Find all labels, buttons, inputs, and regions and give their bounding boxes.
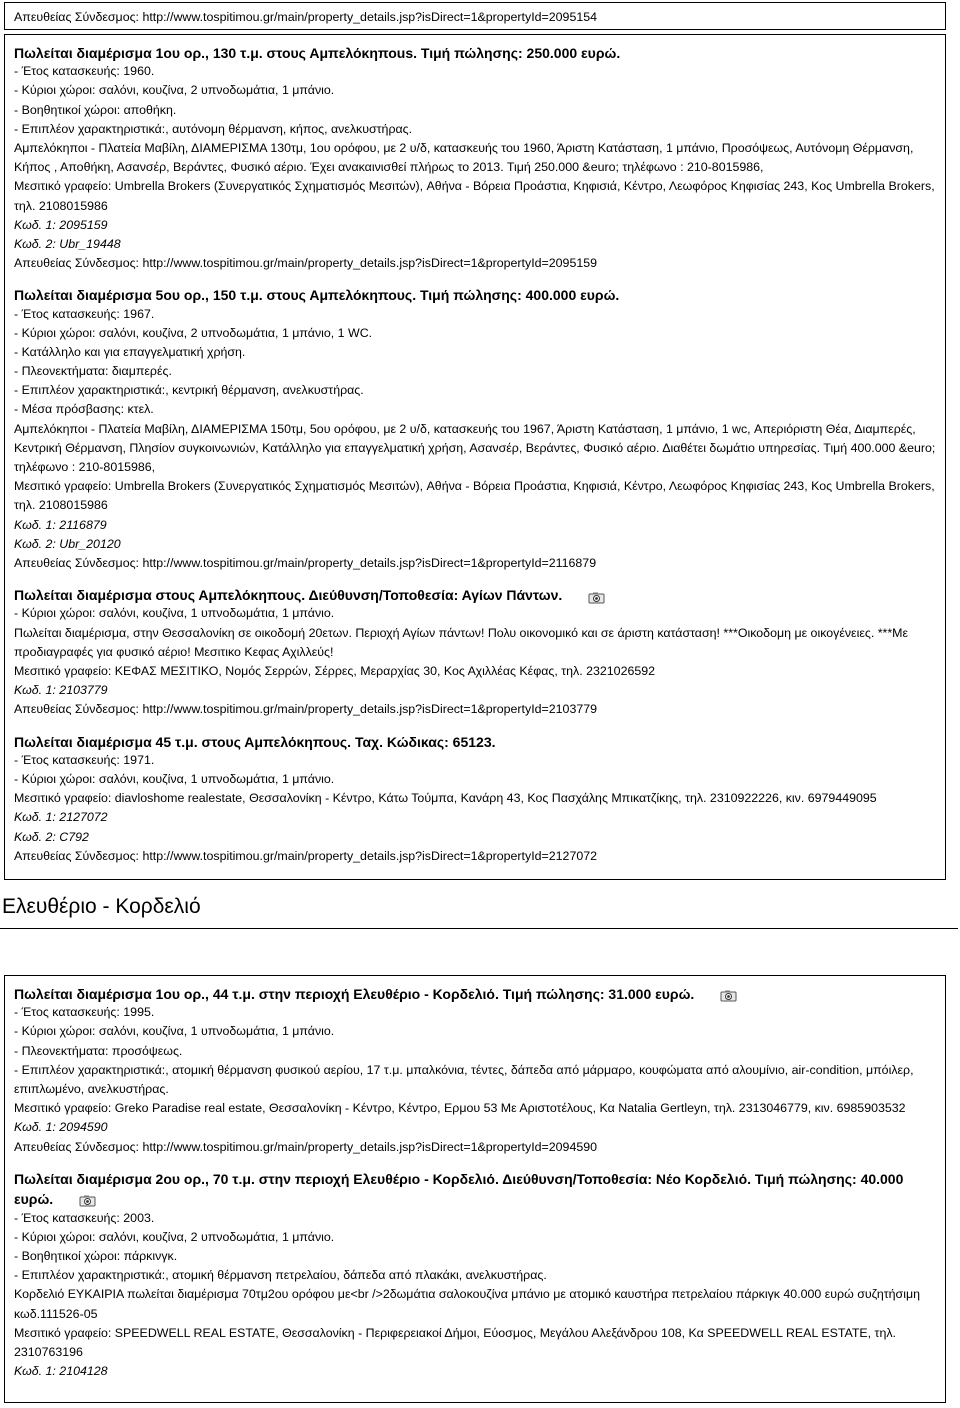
listing-description: Κορδελιό ΕΥΚΑΙΡΙΑ πωλείται διαμέρισμα 70τμ2ου ορόφου με<br />2δωμάτια σαλοκουζίνα μπάνιο με ατομικό καυστήρα πετρελαίου πάρκιγκ 40.000 ευρώ συζητήσιμη κωδ.111526-05 <box>14 1287 920 1321</box>
listing-description: Αμπελόκηποι - Πλατεία Μαβίλη, ΔΙΑΜΕΡΙΣΜΑ 150τμ, 5ου ορόφου, με 2 υ/δ, κατασκευής του 1967, Άριστη Κατάσταση, 1 μπάνιο, 1 wc, Απεριόριστη Θέα, Διαμπερές, Κεντρική Θέρμανση, Πλησίον συγκοινωνιών, Κατάλληλο για επαγγελματική χρήση, Ασανσέρ, Βεράντες, Φυσικό αέριο. Διαθέτει δωμάτιο υπηρεσίας. Τιμή 400.000 &euro; τηλέφωνο : 210-8015986, <box>14 421 936 475</box>
camera-icon[interactable] <box>720 987 737 999</box>
detail-line: - Μέσα πρόσβασης: κτελ. <box>14 402 154 417</box>
camera-icon[interactable] <box>79 1192 96 1204</box>
detail-line: - Πλεονεκτήματα: προσόψεως. <box>14 1043 183 1058</box>
listing-box-kordelio <box>4 975 946 1403</box>
detail-line: - Επιπλέον χαρακτηριστικά:, ατομική θέρμανση φυσικού αερίου, 17 τ.μ. μπαλκόνια, τέντες, δάπεδα από μάρμαρο, κουφώματα από αλουμίνιο, air-condition, μπόιλερ, επιπλωμένο, ανελκυστήρας. <box>14 1062 914 1096</box>
listing-code: Κωδ. 1: 2116879 <box>14 517 107 532</box>
detail-line: - Κύριοι χώροι: σαλόνι, κουζίνα, 1 υπνοδωμάτια, 1 μπάνιο. <box>14 606 335 621</box>
direct-link[interactable]: Απευθείας Σύνδεσμος: http://www.tospitimou.gr/main/property_details.jsp?isDirect=1&propertyId=2127072 <box>14 848 598 863</box>
agency-info: Μεσιτικό γραφείο: diavloshome realestate, Θεσσαλονίκη - Κέντρο, Κάτω Τούμπα, Κανάρη 43, Κος Πασχάλης Μπικατζίκης, τηλ. 2310922226, κιν. 6979449095 <box>14 791 877 806</box>
listing-description: Πωλείται διαμέρισμα, στην Θεσσαλονίκη σε οικοδομή 20ετων. Περιοχή Αγίων πάντων! Πολυ οικονομικό και σε άριστη κατάσταση! ***Οικοδομη με οικογένειες. ***Με προδιαγραφές για φυσικό αέριο! Μεσιτικο Κεφας Αχιλλεύς! <box>14 625 909 659</box>
listing-code: Κωδ. 1: 2103779 <box>14 683 108 698</box>
listing-title[interactable]: Πωλείται διαμέρισμα 1ου ορ., 130 τ.μ. στους Αμπελόκηποus. Τιμή πώλησης: 250.000 ευρώ. <box>14 45 621 61</box>
listing-code: Κωδ. 2: Ubr_20120 <box>14 536 121 551</box>
detail-line: - Κατάλληλο και για επαγγελματική χρήση. <box>14 344 246 359</box>
detail-line: - Κύριοι χώροι: σαλόνι, κουζίνα, 2 υπνοδωμάτια, 1 μπάνιο. <box>14 83 335 98</box>
listing-description: Αμπελόκηποι - Πλατεία Μαβίλη, ΔΙΑΜΕΡΙΣΜΑ 130τμ, 1ου ορόφου, με 2 υ/δ, κατασκευής του 1960, Άριστη Κατάσταση, 1 μπάνιο, Προσόψεως, Αυτόνομη Θέρμανση, Κήπος , Αποθήκη, Ασανσέρ, Βεράντες, Φυσικό αέριο. Έχει ανακαινισθεί πλήρως το 2013. Τιμή 250.000 &euro; τηλέφωνο : 210-8015986, <box>14 140 914 175</box>
listing-code: Κωδ. 1: 2127072 <box>14 810 108 825</box>
detail-line: - Κύριοι χώροι: σαλόνι, κουζίνα, 2 υπνοδωμάτια, 1 μπάνιο, 1 WC. <box>14 325 373 340</box>
agency-info: Μεσιτικό γραφείο: ΚΕΦΑΣ ΜΕΣΙΤΙΚΟ, Νομός Σερρών, Σέρρες, Μεραρχίας 30, Κος Αχιλλέας Κέφας, τηλ. 2321026592 <box>14 663 656 678</box>
detail-line: - Επιπλέον χαρακτηριστικά:, αυτόνομη θέρμανση, κήπος, ανελκυστήρας. <box>14 121 413 136</box>
detail-line: - Έτος κατασκευής: 2003. <box>14 1210 155 1225</box>
agency-info: Μεσιτικό γραφείο: Greko Paradise real estate, Θεσσαλονίκη - Κέντρο, Κέντρο, Ερμου 53 Με Αριστοτέλους, Κα Natalia Gertleyn, τηλ. 2313046779, κιν. 6985903532 <box>14 1101 906 1116</box>
detail-line: - Βοηθητικοί χώροι: αποθήκη. <box>14 102 177 117</box>
listing-title[interactable]: Πωλείται διαμέρισμα στους Αμπελόκηπους. Διεύθυνση/Τοποθεσία: Αγίων Πάντων. <box>14 587 563 604</box>
divider <box>0 928 958 929</box>
listing-code: Κωδ. 1: 2104128 <box>14 1364 108 1379</box>
detail-line: - Κύριοι χώροι: σαλόνι, κουζίνα, 2 υπνοδωμάτια, 1 μπάνιο. <box>14 1229 335 1244</box>
agency-info: Μεσιτικό γραφείο: Umbrella Brokers (Συνεργατικός Σχηματισμός Μεσιτών), Αθήνα - Βόρεια Προάστια, Κηφισιά, Κέντρο, Λεωφόρος Κηφισίας 243, Κος Umbrella Brokers, τηλ. 2108015986 <box>14 179 935 213</box>
direct-link[interactable]: Απευθείας Σύνδεσμος: http://www.tospitimou.gr/main/property_details.jsp?isDirect=1&propertyId=2094590 <box>14 1139 598 1154</box>
direct-link[interactable]: Απευθείας Σύνδεσμος: http://www.tospitimou.gr/main/property_details.jsp?isDirect=1&propertyId=2116879 <box>14 556 597 571</box>
agency-info: Μεσιτικό γραφείο: SPEEDWELL REAL ESTATE, Θεσσαλονίκη - Περιφερειακοί Δήμοι, Εύοσμος, Μεγάλου Αλεξάνδρου 108, Κα SPEEDWELL REAL ESTATE, τηλ. 2310763196 <box>14 1325 896 1360</box>
region-heading: Ελευθέριο - Κορδελιό <box>2 895 201 918</box>
detail-line: - Κύριοι χώροι: σαλόνι, κουζίνα, 1 υπνοδωμάτια, 1 μπάνιο. <box>14 771 335 786</box>
listing-box-ampelokipoi <box>4 34 946 880</box>
direct-link[interactable]: Απευθείας Σύνδεσμος: http://www.tospitimou.gr/main/property_details.jsp?isDirect=1&propertyId=2095159 <box>14 256 598 271</box>
listing-code: Κωδ. 1: 2095159 <box>14 217 108 232</box>
detail-line: - Έτος κατασκευής: 1960. <box>14 64 155 79</box>
listing-title-row <box>14 585 945 604</box>
listing-title[interactable]: Πωλείται διαμέρισμα 2ου ορ., 70 τ.μ. στην περιοχή Ελευθέριο - Κορδελιό. Διεύθυνση/Τοποθεσία: Νέο Κορδελιό. Τιμή πώλησης: 40.000 ευρώ. <box>14 1170 904 1207</box>
listing-box-top <box>4 2 946 30</box>
detail-line: - Επιπλέον χαρακτηριστικά:, ατομική θέρμανση πετρελαίου, δάπεδα από πλακάκι, ανελκυστήρας. <box>14 1268 547 1283</box>
listing-title[interactable]: Πωλείται διαμέρισμα 5ου ορ., 150 τ.μ. στους Αμπελόκηπους. Τιμή πώλησης: 400.000 ευρώ. <box>14 287 620 304</box>
listing-title[interactable]: Πωλείται διαμέρισμα 1ου ορ., 44 τ.μ. στην περιοχή Ελευθέριο - Κορδελιό. Τιμή πώλησης: 31.000 ευρώ. <box>14 986 695 1002</box>
camera-icon[interactable] <box>588 589 605 601</box>
listing-code: Κωδ. 2: C792 <box>14 829 89 844</box>
detail-line: - Έτος κατασκευής: 1971. <box>14 752 155 767</box>
detail-line: - Βοηθητικοί χώροι: πάρκινγκ. <box>14 1249 178 1264</box>
listing-code: Κωδ. 1: 2094590 <box>14 1120 108 1135</box>
direct-link[interactable]: Απευθείας Σύνδεσμος: http://www.tospitimou.gr/main/property_details.jsp?isDirect=1&propertyId=2103779 <box>14 702 598 717</box>
detail-line: - Πλεονεκτήματα: διαμπερές. <box>14 364 172 379</box>
listing-title-row <box>14 1169 945 1209</box>
detail-line: - Επιπλέον χαρακτηριστικά:, κεντρική θέρμανση, ανελκυστήρας. <box>14 383 364 398</box>
listing-title[interactable]: Πωλείται διαμέρισμα 45 τ.μ. στους Αμπελόκηπους. Ταχ. Κώδικας: 65123. <box>14 733 496 750</box>
agency-info: Μεσιτικό γραφείο: Umbrella Brokers (Συνεργατικός Σχηματισμός Μεσιτών), Αθήνα - Βόρεια Προάστια, Κηφισιά, Κέντρο, Λεωφόρος Κηφισίας 243, Κος Umbrella Brokers, τηλ. 2108015986 <box>14 479 935 513</box>
detail-line: - Έτος κατασκευής: 1967. <box>14 306 155 321</box>
listing-code: Κωδ. 2: Ubr_19448 <box>14 236 121 251</box>
detail-line: - Έτος κατασκευής: 1995. <box>14 1005 155 1020</box>
listing-title-row <box>14 984 945 1003</box>
direct-link[interactable]: Απευθείας Σύνδεσμος: http://www.tospitimou.gr/main/property_details.jsp?isDirect=1&propertyId=2095154 <box>14 10 598 24</box>
detail-line: - Κύριοι χώροι: σαλόνι, κουζίνα, 1 υπνοδωμάτια, 1 μπάνιο. <box>14 1024 335 1039</box>
